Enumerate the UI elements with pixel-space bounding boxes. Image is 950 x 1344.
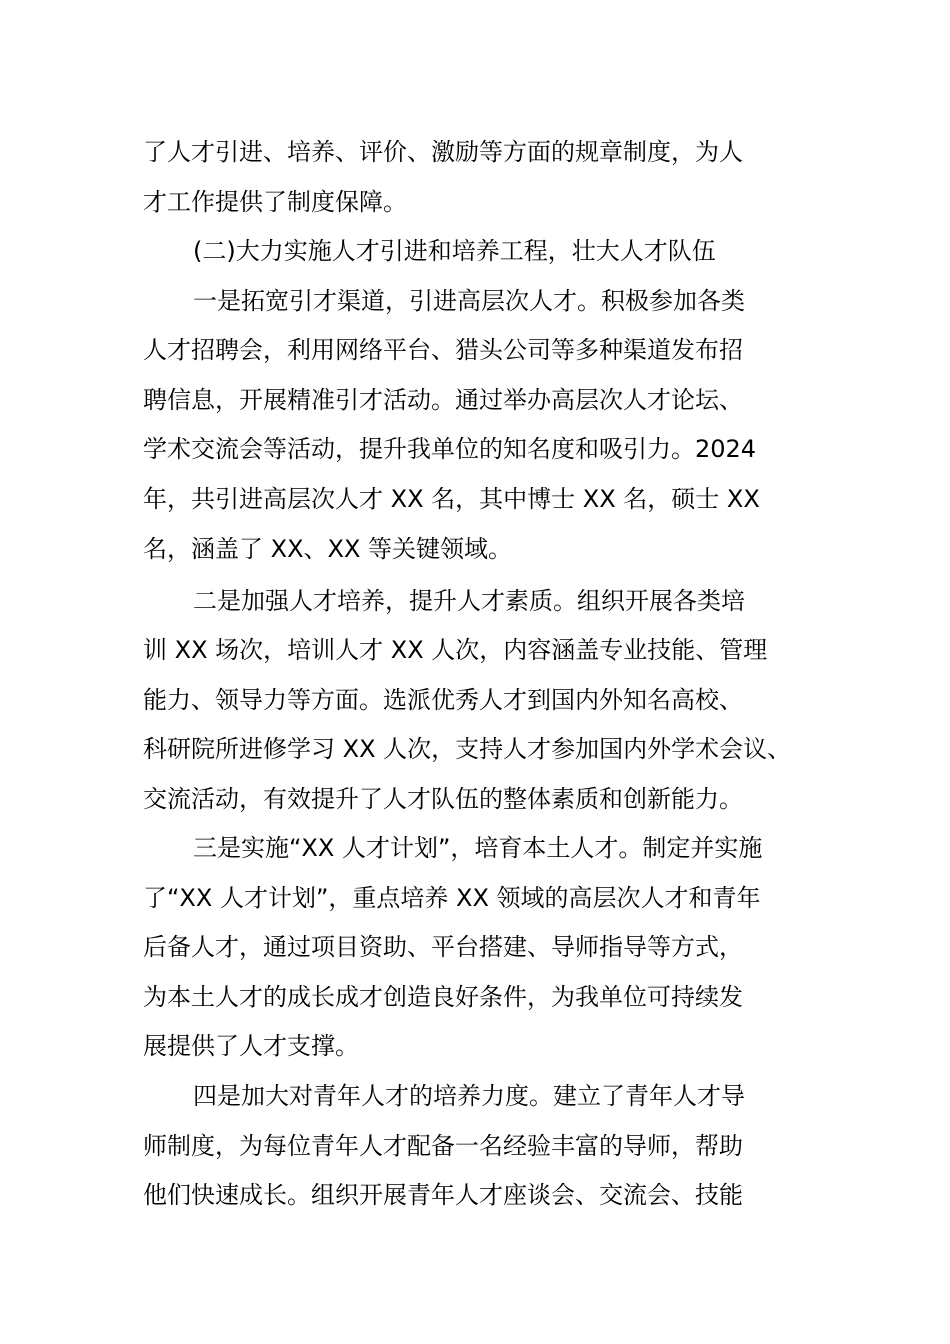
text-line-21: 师制度，为每位青年人才配备一名经验丰富的导师，帮助	[143, 1132, 743, 1160]
text-line-1: 了人才引进、培养、评价、激励等方面的规章制度，为人	[143, 138, 743, 166]
section-heading: (二)大力实施人才引进和培养工程，壮大人才队伍	[193, 237, 716, 265]
text-line-2: 才工作提供了制度保障。	[143, 188, 407, 216]
text-line-12: 能力、领导力等方面。选派优秀人才到国内外知名高校、	[143, 686, 743, 714]
text-line-18: 为本土人才的成长成才创造良好条件，为我单位可持续发	[143, 983, 743, 1011]
text-line-5: 人才招聘会，利用网络平台、猎头公司等多种渠道发布招	[143, 336, 743, 364]
text-line-11: 训 XX 场次，培训人才 XX 人次，内容涵盖专业技能、管理	[143, 636, 768, 664]
text-line-22: 他们快速成长。组织开展青年人才座谈会、交流会、技能	[143, 1181, 743, 1209]
text-line-6: 聘信息，开展精准引才活动。通过举办高层次人才论坛、	[143, 386, 743, 414]
text-line-15: 三是实施“XX 人才计划”，培育本土人才。制定并实施	[193, 834, 763, 862]
text-line-7: 学术交流会等活动，提升我单位的知名度和吸引力。2024	[143, 435, 757, 463]
text-line-17: 后备人才，通过项目资助、平台搭建、导师指导等方式，	[143, 933, 743, 961]
text-line-10: 二是加强人才培养，提升人才素质。组织开展各类培	[193, 587, 745, 615]
text-line-8: 年，共引进高层次人才 XX 名，其中博士 XX 名，硕士 XX	[143, 485, 760, 513]
text-line-13: 科研院所进修学习 XX 人次，支持人才参加国内外学术会议、	[143, 735, 792, 763]
text-line-19: 展提供了人才支撑。	[143, 1032, 359, 1060]
text-line-9: 名，涵盖了 XX、XX 等关键领域。	[143, 535, 513, 563]
text-line-16: 了“XX 人才计划”，重点培养 XX 领域的高层次人才和青年	[143, 884, 761, 912]
text-line-14: 交流活动，有效提升了人才队伍的整体素质和创新能力。	[143, 785, 743, 813]
text-line-20: 四是加大对青年人才的培养力度。建立了青年人才导	[193, 1082, 745, 1110]
text-line-4: 一是拓宽引才渠道，引进高层次人才。积极参加各类	[193, 287, 745, 315]
